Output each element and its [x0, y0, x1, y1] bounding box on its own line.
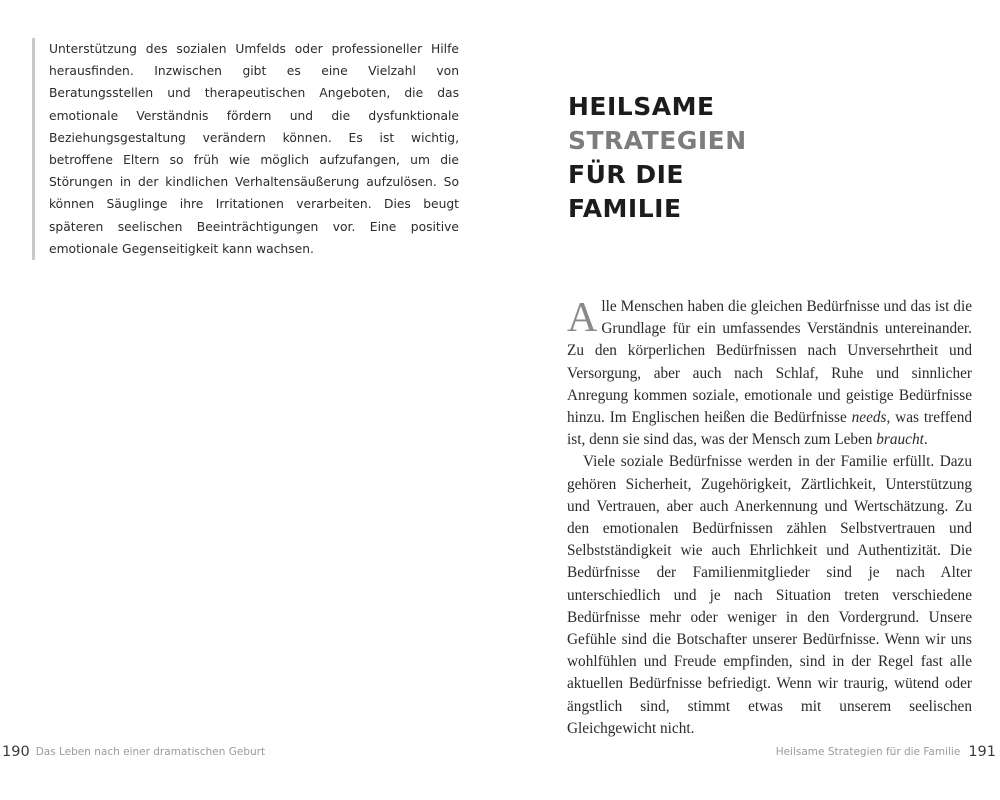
left-footer: [2, 744, 265, 760]
heading-line-3: FÜR DIE: [568, 160, 684, 189]
right-footer: [776, 744, 996, 760]
heading-line-2: STRATEGIEN: [568, 126, 747, 155]
heading-line-1: HEILSAME: [568, 92, 715, 121]
sidebar-paragraph: Unterstützung des sozialen Umfelds oder professioneller Hilfe herausfinden. Inzwischen gibt es eine Vielzahl von Beratungsstellen und therapeutischen Angeboten, die das emotionale Verständnis fördern und die dysfunktionale Beziehungsgestaltung verändern können. Es ist wichtig, betroffene Eltern so früh wie möglich aufzufangen, um die Störungen in der kindlichen Verhaltensäußerung aufzulösen. So können Säuglinge ihre Irritationen verarbeiten. Dies beugt späteren seelischen Beeinträchtigungen vor. Eine positive emotionale Gegenseitigkeit kann wachsen.: [49, 42, 459, 256]
page-number-left: 190: [2, 744, 30, 760]
running-head-right: Heilsame Strategien für die Familie: [775, 746, 961, 758]
chapter-heading: [568, 90, 747, 226]
sidebar-text-box: [32, 38, 459, 260]
right-page: [500, 0, 1000, 800]
body-text: [567, 296, 972, 740]
body-paragraph-2: Viele soziale Bedürfnisse werden in der Familie erfüllt. Dazu gehören Sicherheit, Zugehörigkeit, Zärtlichkeit, Unterstützung und Vertrauen, aber auch Anerkennung und Wertschätzung. Zu den emotionalen Bedürfnissen zählen Selbstvertrauen und Selbstständigkeit wie auch Ehrlichkeit und Authentizität. Die Bedürfnisse der Familienmitglieder sind je nach Alter unterschiedlich und je nach Situation treten verschiedene Bedürfnisse mehr oder weniger in den Vordergrund. Unsere Gefühle sind die Botschafter unserer Bedürfnisse. Wenn wir uns wohlfühlen und Freude empfinden, sind in der Regel fast alle aktuellen Bedürfnisse befriedigt. Wenn wir traurig, wütend oder ängstlich sind, stimmt etwas mit unserem seelischen Gleichgewicht nicht.: [567, 453, 972, 737]
running-head-left: Das Leben nach einer dramatischen Geburt: [35, 746, 266, 758]
page-number-right: 191: [968, 744, 996, 760]
drop-cap: A: [567, 295, 598, 341]
body-paragraph-1: Alle Menschen haben die gleichen Bedürfnisse und das ist die Grundlage für ein umfassendes Verständnis untereinander. Zu den körperlichen Bedürfnissen nach Unversehrtheit und Versorgung, aber auch nach Schlaf, Ruhe und sinnlicher Anregung kommen soziale, emotionale und geistige Bedürfnisse hinzu. Im Englischen heißen die Bedürfnisse needs, was treffend ist, denn sie sind das, was der Mensch zum Leben braucht.: [567, 295, 972, 449]
heading-line-4: FAMILIE: [568, 194, 682, 223]
